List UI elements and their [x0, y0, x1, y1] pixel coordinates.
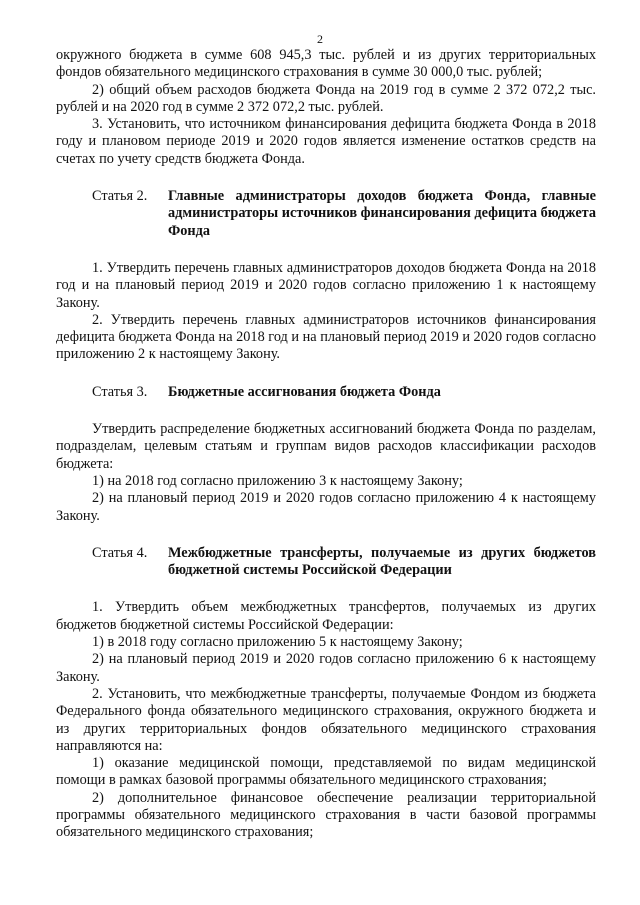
paragraph: 1) в 2018 году согласно приложению 5 к настоящему Закону; [92, 634, 463, 651]
article-heading-4 [56, 545, 596, 580]
paragraph: 2) дополнительное финансовое обеспечение реализации территориальной программы обязательного медицинского страхования в части базовой программы обязательного медицинского страхования; [56, 789, 596, 841]
article-title: Межбюджетные трансферты, получаемые из других бюджетов бюджетной системы Российской Федерации [168, 544, 596, 579]
article-title: Главные администраторы доходов бюджета Фонда, главные администраторы источников финансирования дефицита бюджета Фонда [168, 188, 597, 239]
paragraph: 2) общий объем расходов бюджета Фонда на 2019 год в сумме 2 372 072,2 тыс. рублей и на 2020 год в сумме 2 372 072,2 тыс. рублей. [56, 81, 596, 115]
article-label: Статья 2. [92, 188, 148, 205]
paragraph: 1) оказание медицинской помощи, представляемой по видам медицинской помощи в рамках базовой программы обязательного медицинского страхования; [56, 755, 596, 789]
paragraph: Утвердить распределение бюджетных ассигнований бюджета Фонда по разделам, подразделам, целевым статьям и группам видов расходов классификации расходов бюджета: [56, 421, 596, 472]
article-heading-2 [56, 188, 596, 240]
paragraph: 2) на плановый период 2019 и 2020 годов согласно приложению 6 к настоящему Закону. [56, 651, 596, 685]
article-label: Статья 4. [92, 544, 148, 561]
document-body [56, 47, 596, 842]
paragraph: 1. Утвердить объем межбюджетных трансфертов, получаемых из других бюджетов бюджетной системы Российской Федерации: [56, 599, 596, 633]
paragraph: 2. Утвердить перечень главных администраторов источников финансирования дефицита бюджета Фонда на 2018 год и на плановый период 2019 и 2020 годов согласно приложению 2 к настоящему Закону. [56, 311, 596, 363]
article-label: Статья 3. [92, 383, 148, 400]
paragraph: 2) на плановый период 2019 и 2020 годов согласно приложению 4 к настоящему Закону. [56, 490, 596, 524]
paragraph: 1) на 2018 год согласно приложению 3 к настоящему Закону; [92, 472, 463, 489]
paragraph: окружного бюджета в сумме 608 945,3 тыс. рублей и из других территориальных фондов обязательного медицинского страхования в сумме 30 000,0 тыс. рублей; [56, 47, 596, 81]
page-number: 2 [317, 32, 323, 46]
paragraph: 2. Установить, что межбюджетные трансферты, получаемые Фондом из бюджета Федерального фонда обязательного медицинского страхования, окружного бюджета и из других территориальных фондов обязательного медицинского страхования направляются на: [56, 685, 596, 754]
article-title: Бюджетные ассигнования бюджета Фонда [168, 383, 441, 400]
paragraph: 1. Утвердить перечень главных администраторов доходов бюджета Фонда на 2018 год и на плановый период 2019 и 2020 годов согласно приложению 1 к настоящему Закону. [56, 259, 596, 311]
article-heading-3 [56, 384, 596, 401]
paragraph: 3. Установить, что источником финансирования дефицита бюджета Фонда в 2018 году и плановом периоде 2019 и 2020 годов является изменение остатков средств на счетах по учету средств бюджета Фонда. [56, 116, 596, 167]
